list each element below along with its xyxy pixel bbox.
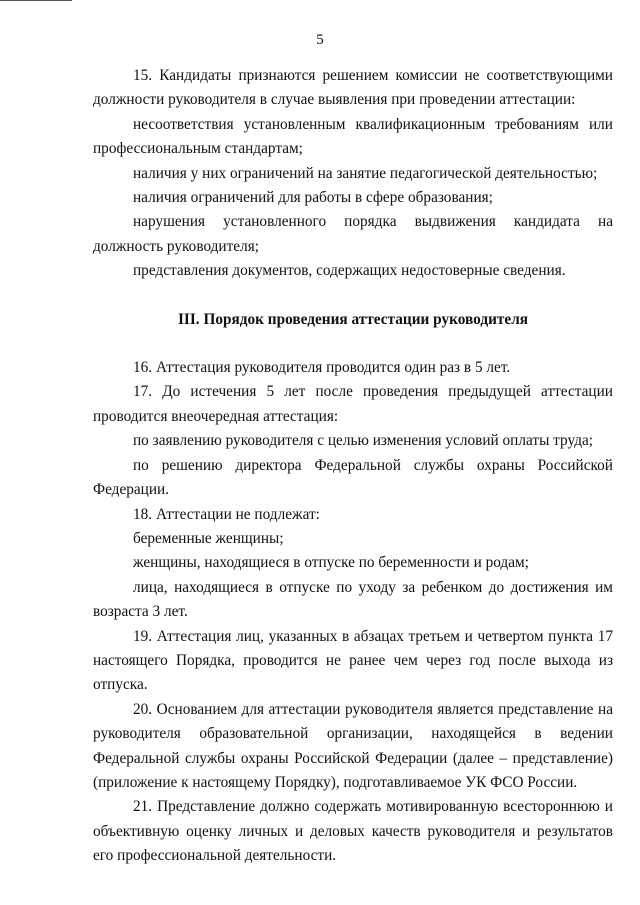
paragraph-21: 21. Представление должно содержать мотивированную всестороннюю и объективную оценку личных и деловых качеств руководителя и результатов его профессиональной деятельности. (93, 798, 613, 865)
paragraph-19: 19. Аттестация лиц, указанных в абзацах третьем и четвертом пункта 17 настоящего Порядка, проводится не ранее чем через год после выхода из отпуска. (93, 627, 613, 694)
paragraph-18-item-2: женщины, находящиеся в отпуске по беременности и родам; (133, 554, 529, 572)
page-number: 5 (316, 32, 324, 48)
section-heading: III. Порядок проведения аттестации руководителя (177, 310, 529, 328)
document-body (93, 64, 613, 869)
paragraph-18-item-3: лица, находящиеся в отпуске по уходу за ребенком до достижения им возраста 3 лет. (93, 578, 613, 621)
paragraph-15-item-2: наличия у них ограничений на занятие педагогической деятельностью; (133, 164, 598, 182)
paragraph-15-item-5: представления документов, содержащих недостоверные сведения. (133, 262, 566, 280)
paragraph-15-item-4: нарушения установленного порядка выдвижения кандидата на должность руководителя; (93, 213, 613, 255)
paragraph-18-item-1: беременные женщины; (133, 529, 284, 547)
paragraph-17-item-1: по заявлению руководителя с целью изменения условий оплаты труда; (133, 432, 594, 450)
paragraph-20: 20. Основанием для аттестации руководителя является представление на руководителя образовательной организации, находящейся в ведении Федеральной службы охраны Российской Федерации (далее – представление) (приложение к настоящему Порядку), подготавливаемое УК ФСО России. (93, 700, 613, 791)
top-edge-line (0, 0, 72, 1)
paragraph-15-item-3: наличия ограничений для работы в сфере образования; (133, 189, 493, 207)
paragraph-17: 17. До истечения 5 лет после проведения предыдущей аттестации проводится внеочередная аттестация: (93, 383, 613, 425)
paragraph-17-item-2: по решению директора Федеральной службы охраны Российской Федерации. (93, 456, 613, 499)
paragraph-18: 18. Аттестации не подлежат: (133, 505, 320, 523)
paragraph-15: 15. Кандидаты признаются решением комиссии не соответствующими должности руководителя в случае выявления при проведении аттестации: (93, 67, 613, 109)
paragraph-16: 16. Аттестация руководителя проводится один раз в 5 лет. (133, 359, 511, 377)
paragraph-15-item-1: несоответствия установленным квалификационным требованиям или профессиональным стандартам; (93, 115, 613, 158)
